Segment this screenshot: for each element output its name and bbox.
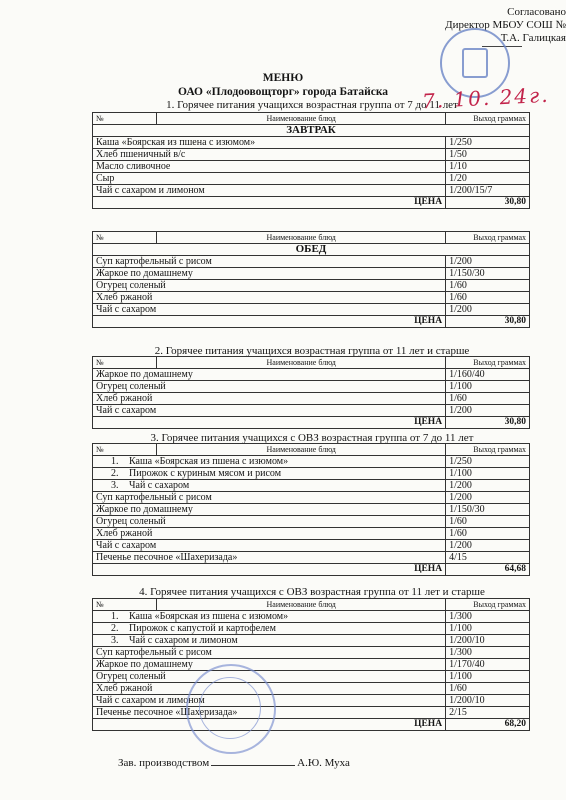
table-row bbox=[93, 659, 530, 671]
dish-output: 1/200/10 bbox=[446, 635, 530, 647]
dish-name: Хлеб ржаной bbox=[93, 683, 446, 695]
table-row bbox=[93, 623, 530, 635]
dish-output: 1/60 bbox=[446, 280, 530, 292]
table-row bbox=[93, 707, 530, 719]
dish-name: Чай с сахаром и лимоном bbox=[93, 185, 446, 197]
table-row bbox=[93, 635, 530, 647]
dish-output: 1/300 bbox=[446, 611, 530, 623]
dish-name: Огурец соленый bbox=[93, 280, 446, 292]
header-num: № bbox=[93, 357, 157, 369]
dish-output: 1/200 bbox=[446, 540, 530, 552]
dish-name: Огурец соленый bbox=[93, 671, 446, 683]
table-row bbox=[93, 185, 530, 197]
table-row bbox=[93, 468, 530, 480]
dish-output: 1/10 bbox=[446, 161, 530, 173]
dish-number: 2. bbox=[111, 623, 119, 634]
dish-output: 1/60 bbox=[446, 292, 530, 304]
dish-number: 2. bbox=[111, 468, 119, 479]
dish-output: 1/60 bbox=[446, 683, 530, 695]
price-row bbox=[93, 564, 530, 576]
dish-name: Хлеб ржаной bbox=[93, 393, 446, 405]
dish-number: 1. bbox=[111, 456, 119, 467]
dish-output: 1/60 bbox=[446, 528, 530, 540]
dish-name bbox=[93, 635, 446, 647]
price-label: ЦЕНА bbox=[93, 316, 446, 328]
price-value: 30,80 bbox=[446, 316, 530, 328]
dish-name bbox=[93, 611, 446, 623]
table-row bbox=[93, 552, 530, 564]
dish-output: 1/20 bbox=[446, 173, 530, 185]
menu-table-ovz-11-plus bbox=[92, 598, 530, 731]
dish-output: 1/200/10 bbox=[446, 695, 530, 707]
dish-name: Суп картофельный с рисом bbox=[93, 492, 446, 504]
dish-name bbox=[93, 468, 446, 480]
price-row bbox=[93, 719, 530, 731]
price-row bbox=[93, 316, 530, 328]
dish-name: Жаркое по домашнему bbox=[93, 504, 446, 516]
table-row bbox=[93, 393, 530, 405]
dish-name: Масло сливочное bbox=[93, 161, 446, 173]
footer-position: Зав. производством bbox=[118, 757, 210, 769]
header-output: Выход граммах bbox=[446, 232, 530, 244]
header-name: Наименование блюд bbox=[157, 113, 446, 125]
table-row bbox=[93, 540, 530, 552]
dish-output: 4/15 bbox=[446, 552, 530, 564]
approval-director: Директор МБОУ СОШ № bbox=[445, 19, 566, 31]
dish-output: 1/100 bbox=[446, 468, 530, 480]
dish-name: Суп картофельный с рисом bbox=[93, 256, 446, 268]
dish-name-text: Чай с сахаром bbox=[129, 480, 190, 491]
header-num: № bbox=[93, 232, 157, 244]
table-row bbox=[93, 647, 530, 659]
table-row bbox=[93, 528, 530, 540]
dish-name bbox=[93, 456, 446, 468]
dish-name bbox=[93, 480, 446, 492]
dish-name: Хлеб пшеничный в/с bbox=[93, 149, 446, 161]
header-name: Наименование блюд bbox=[157, 232, 446, 244]
table-row bbox=[93, 149, 530, 161]
table-row bbox=[93, 369, 530, 381]
dish-output: 1/100 bbox=[446, 671, 530, 683]
section-caption-3: 3. Горячее питания учащихся с ОВЗ возрастная группа от 7 до 11 лет bbox=[150, 432, 474, 444]
header-output: Выход граммах bbox=[446, 357, 530, 369]
section-caption-4: 4. Горячее питания учащихся с ОВЗ возрастная группа от 11 лет и старше bbox=[139, 586, 485, 598]
dish-name: Хлеб ржаной bbox=[93, 528, 446, 540]
meal-title: ОБЕД bbox=[93, 244, 530, 256]
table-row bbox=[93, 256, 530, 268]
menu-table-breakfast bbox=[92, 112, 530, 209]
table-row bbox=[93, 480, 530, 492]
dish-name: Жаркое по домашнему bbox=[93, 369, 446, 381]
footer-signature-line bbox=[211, 765, 295, 766]
price-label: ЦЕНА bbox=[93, 719, 446, 731]
table-row bbox=[93, 611, 530, 623]
header-num: № bbox=[93, 599, 157, 611]
dish-output: 1/150/30 bbox=[446, 268, 530, 280]
dish-name bbox=[93, 623, 446, 635]
table-row bbox=[93, 504, 530, 516]
table-row bbox=[93, 161, 530, 173]
footer-name: А.Ю. Муха bbox=[297, 757, 350, 769]
table-row bbox=[93, 516, 530, 528]
dish-name: Чай с сахаром bbox=[93, 540, 446, 552]
table-header-row bbox=[93, 113, 530, 125]
dish-name: Жаркое по домашнему bbox=[93, 659, 446, 671]
table-header-row bbox=[93, 232, 530, 244]
dish-name-text: Каша «Боярская из пшена с изюмом» bbox=[129, 456, 289, 467]
header-num: № bbox=[93, 113, 157, 125]
menu-table-lunch bbox=[92, 231, 530, 328]
table-header-row bbox=[93, 357, 530, 369]
header-name: Наименование блюд bbox=[157, 357, 446, 369]
meal-row bbox=[93, 125, 530, 137]
section-caption-2: 2. Горячее питания учащихся возрастная группа от 11 лет и старше bbox=[154, 345, 470, 357]
header-num: № bbox=[93, 444, 157, 456]
price-value: 68,20 bbox=[446, 719, 530, 731]
table-row bbox=[93, 492, 530, 504]
dish-output: 1/250 bbox=[446, 137, 530, 149]
dish-output: 1/200 bbox=[446, 480, 530, 492]
table-header-row bbox=[93, 599, 530, 611]
dish-name-text: Каша «Боярская из пшена с изюмом» bbox=[129, 611, 289, 622]
dish-output: 1/50 bbox=[446, 149, 530, 161]
table-row bbox=[93, 695, 530, 707]
dish-name: Чай с сахаром bbox=[93, 405, 446, 417]
dish-number: 3. bbox=[111, 480, 119, 491]
price-label: ЦЕНА bbox=[93, 564, 446, 576]
dish-output: 1/200 bbox=[446, 256, 530, 268]
header-output: Выход граммах bbox=[446, 599, 530, 611]
dish-name: Хлеб ржаной bbox=[93, 292, 446, 304]
dish-number: 1. bbox=[111, 611, 119, 622]
dish-name-text: Пирожок с капустой и картофелем bbox=[129, 623, 276, 634]
price-row bbox=[93, 417, 530, 429]
table-row bbox=[93, 405, 530, 417]
meal-row bbox=[93, 244, 530, 256]
dish-output: 1/100 bbox=[446, 381, 530, 393]
header-name: Наименование блюд bbox=[157, 599, 446, 611]
table-row bbox=[93, 381, 530, 393]
approval-label: Согласовано bbox=[507, 6, 566, 18]
dish-output: 1/100 bbox=[446, 623, 530, 635]
price-value: 30,80 bbox=[446, 197, 530, 209]
table-header-row bbox=[93, 444, 530, 456]
dish-output: 1/170/40 bbox=[446, 659, 530, 671]
dish-name: Печенье песочное «Шахеризада» bbox=[93, 707, 446, 719]
price-value: 30,80 bbox=[446, 417, 530, 429]
dish-output: 1/160/40 bbox=[446, 369, 530, 381]
dish-number: 3. bbox=[111, 635, 119, 646]
dish-name: Огурец соленый bbox=[93, 516, 446, 528]
dish-output: 1/200 bbox=[446, 492, 530, 504]
dish-name: Огурец соленый bbox=[93, 381, 446, 393]
dish-name: Жаркое по домашнему bbox=[93, 268, 446, 280]
table-row bbox=[93, 280, 530, 292]
dish-output: 1/200 bbox=[446, 405, 530, 417]
table-row bbox=[93, 456, 530, 468]
table-row bbox=[93, 671, 530, 683]
price-row bbox=[93, 197, 530, 209]
handwritten-date: 7. 10. 24г. bbox=[421, 82, 551, 114]
dish-output: 1/60 bbox=[446, 393, 530, 405]
header-name: Наименование блюд bbox=[157, 444, 446, 456]
table-row bbox=[93, 173, 530, 185]
dish-name-text: Чай с сахаром и лимоном bbox=[129, 635, 238, 646]
dish-output: 1/150/30 bbox=[446, 504, 530, 516]
dish-output: 1/60 bbox=[446, 516, 530, 528]
dish-name: Печенье песочное «Шахеризада» bbox=[93, 552, 446, 564]
document-subtitle: ОАО «Плодоовощторг» города Батайска bbox=[177, 86, 389, 98]
dish-name: Чай с сахаром bbox=[93, 304, 446, 316]
dish-name: Чай с сахаром и лимоном bbox=[93, 695, 446, 707]
table-row bbox=[93, 683, 530, 695]
table-row bbox=[93, 292, 530, 304]
document-title: МЕНЮ bbox=[262, 72, 304, 84]
section-caption-1: 1. Горячее питания учащихся возрастная группа от 7 до 11 лет bbox=[166, 99, 458, 111]
table-row bbox=[93, 268, 530, 280]
approval-name: Т.А. Галицкая bbox=[500, 32, 566, 44]
price-label: ЦЕНА bbox=[93, 197, 446, 209]
dish-output: 1/250 bbox=[446, 456, 530, 468]
menu-table-ovz-7-11 bbox=[92, 443, 530, 576]
dish-output: 1/200/15/7 bbox=[446, 185, 530, 197]
header-output: Выход граммах bbox=[446, 444, 530, 456]
header-output: Выход граммах bbox=[446, 113, 530, 125]
dish-output: 1/300 bbox=[446, 647, 530, 659]
dish-name: Суп картофельный с рисом bbox=[93, 647, 446, 659]
dish-name: Сыр bbox=[93, 173, 446, 185]
table-row bbox=[93, 304, 530, 316]
organization-seal-stamp bbox=[186, 664, 276, 754]
dish-name-text: Пирожок с куриным мясом и рисом bbox=[129, 468, 282, 479]
price-label: ЦЕНА bbox=[93, 417, 446, 429]
table-row bbox=[93, 137, 530, 149]
dish-output: 1/200 bbox=[446, 304, 530, 316]
meal-title: ЗАВТРАК bbox=[93, 125, 530, 137]
price-value: 64,68 bbox=[446, 564, 530, 576]
dish-output: 2/15 bbox=[446, 707, 530, 719]
dish-name: Каша «Боярская из пшена с изюмом» bbox=[93, 137, 446, 149]
signature-footer bbox=[118, 757, 350, 769]
menu-table-11-plus bbox=[92, 356, 530, 429]
